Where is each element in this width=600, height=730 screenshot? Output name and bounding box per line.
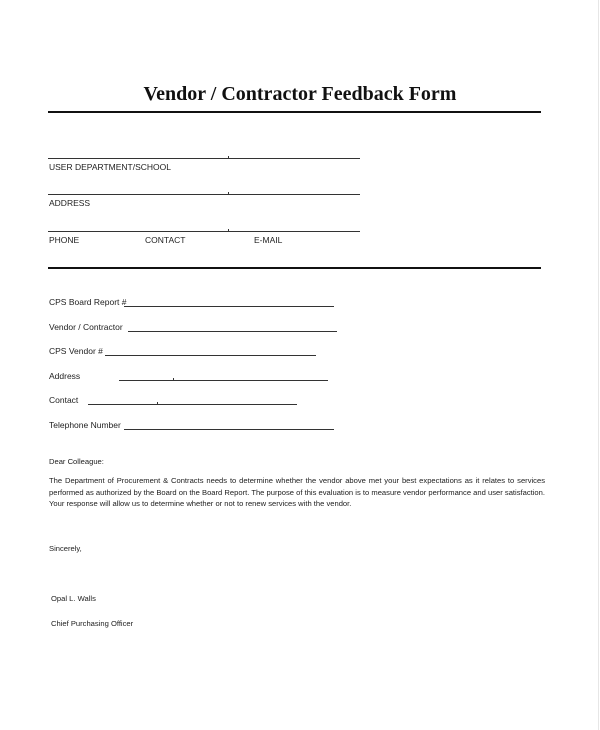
contact-field-label: Contact <box>49 395 79 405</box>
board-report-field[interactable] <box>124 306 334 307</box>
vendor-number-field[interactable] <box>105 355 316 356</box>
phone-label: PHONE <box>49 235 80 245</box>
department-line[interactable] <box>48 158 360 159</box>
field-address-label: Address <box>49 371 81 381</box>
email-label: E-MAIL <box>254 235 283 245</box>
address-line-tick <box>228 192 229 195</box>
address-label: ADDRESS <box>49 198 91 208</box>
title-rule <box>48 111 541 113</box>
department-label: USER DEPARTMENT/SCHOOL <box>49 162 172 172</box>
field-address-field[interactable] <box>119 380 328 381</box>
page-edge <box>598 0 599 730</box>
contact-field-tick <box>157 402 158 405</box>
vendor-number-label: CPS Vendor # <box>49 346 103 356</box>
letter-paragraph: The Department of Procurement & Contracts needs to determine whether the vendor above met your best expectations as it relates to services performed as authorized by the Board on the Board Report. The purpose of this evaluation is to measure vendor performance and user satisfaction. Your response will allow us to determine whether or not to renew services with the vendor. <box>49 476 545 508</box>
section-rule <box>48 267 541 269</box>
address-line[interactable] <box>48 194 360 195</box>
signer-title: Chief Purchasing Officer <box>51 619 134 628</box>
vendor-contractor-field[interactable] <box>128 331 337 332</box>
department-line-tick <box>228 156 229 159</box>
board-report-label: CPS Board Report # <box>49 297 127 307</box>
phone-line-tick <box>228 229 229 232</box>
greeting: Dear Colleague: <box>49 457 104 466</box>
field-address-tick <box>173 378 174 381</box>
contact-field[interactable] <box>88 404 297 405</box>
form-title: Vendor / Contractor Feedback Form <box>143 83 457 105</box>
contact-label: CONTACT <box>145 235 186 245</box>
telephone-label: Telephone Number <box>49 420 121 430</box>
vendor-contractor-label: Vendor / Contractor <box>49 322 123 332</box>
phone-contact-email-line[interactable] <box>48 231 360 232</box>
closing: Sincerely, <box>49 544 82 553</box>
telephone-field[interactable] <box>124 429 334 430</box>
signer-name: Opal L. Walls <box>51 594 96 603</box>
